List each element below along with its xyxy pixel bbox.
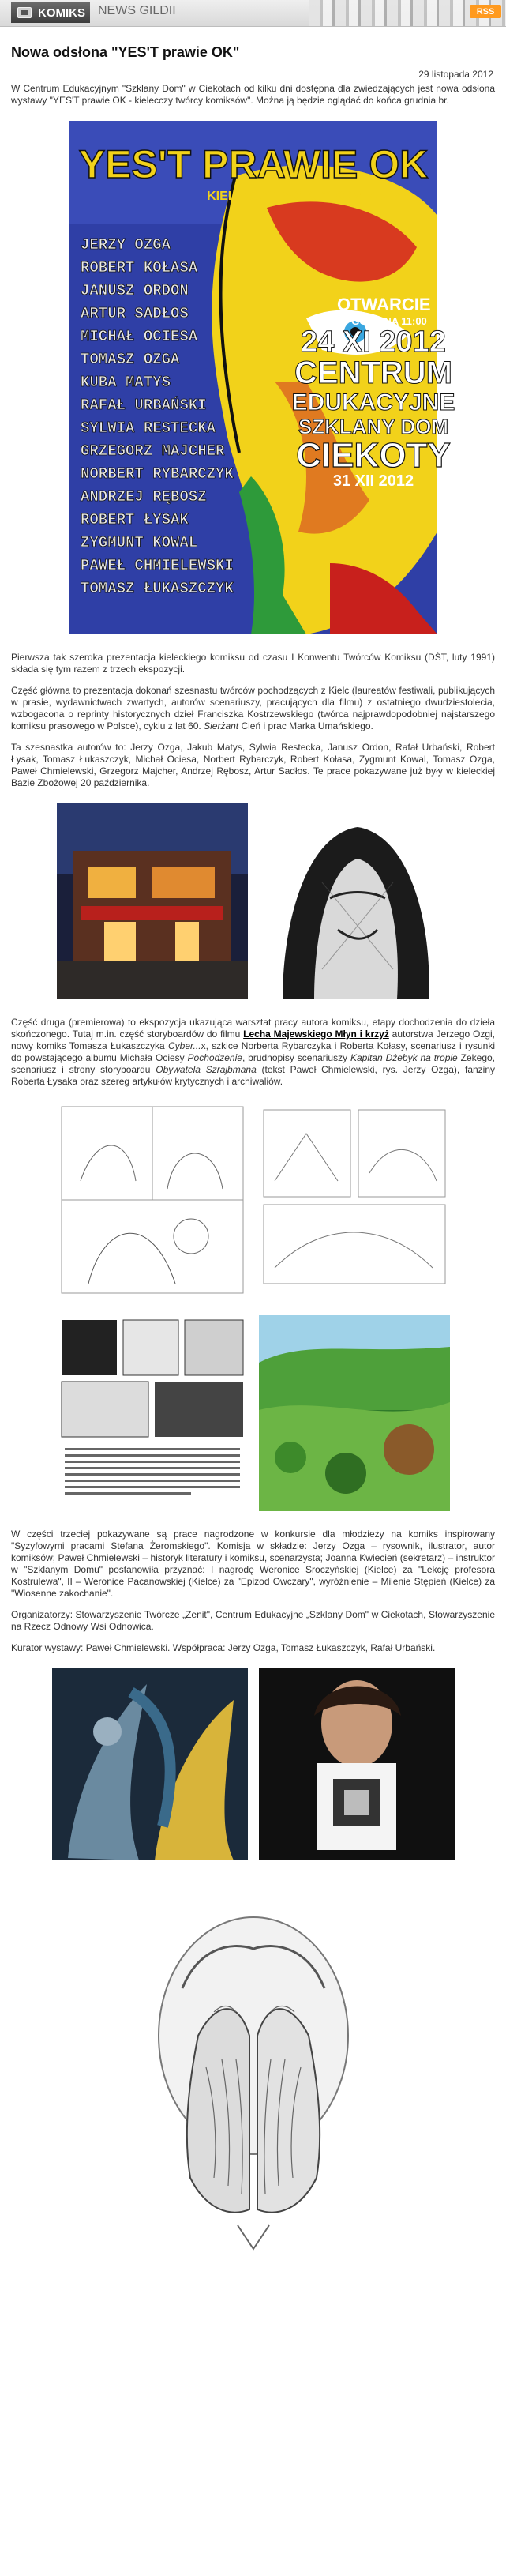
article-paragraph-5: W części trzeciej pokazywane są prace nagrodzone w konkursie dla młodzieży na komiks inspirowany "Syzyfowymi pracami Stefana Żeromskiego". Komisja w składzie: Jerzy Ozga – rysownik, ilustrator, autor komiksów; Paweł Chmielewski – historyk literatury i komiksu, scenarzysta; Joanna Kwiecień (sekretarz) – instruktor w "Szklanym Domu" postanowiła przyznać: I nagrodę Weronice Sroczyńskiej (Kielce) za "Lekcję profesora Kostrulewa", II – Weronice Pacanowskiej (Kielce) za "Epizod Owczary", wyróżnienie – Milenie Stępień (Kielce) za "Wiosenne zakochanie".	[11, 1529, 495, 1599]
poster-author-name: KUBA MATYS	[80, 374, 171, 391]
comic-page-with-text[interactable]	[57, 1315, 248, 1511]
poster-closing-date: 31 XII 2012	[332, 472, 414, 490]
article-paragraph-3: Ta szesnastka autorów to: Jerzy Ozga, Jakub Matys, Sylwia Restecka, Janusz Ordon, Rafał Urbański, Robert Łysak, Tomasz Łukaszczyk, Michał Ociesa, Norbert Rybarczyk, Robert Kołasa, Zygmunt Kowal, Tomasz Ozga, Paweł Chmielewski, Grzegorz Majcher, Andrzej Rębosz, Artur Sadłos. Te prace pokazywane już były w kieleckiej Bazie Zbożowej 20 października.	[11, 742, 495, 788]
storyboard-sketch-1[interactable]	[57, 1102, 248, 1298]
poster-author-name: RAFAŁ URBAŃSKI	[80, 397, 207, 414]
drawing-hooded-figure[interactable]	[259, 803, 450, 999]
image-row-2	[11, 1102, 495, 1298]
photo-exhibition-building[interactable]	[57, 803, 248, 999]
poster-subtitle: KIELECCY TWÓRCY KOMIKSÓW	[206, 190, 406, 203]
image-row-4	[11, 1668, 495, 1860]
article-content	[0, 44, 506, 2249]
poster-author-name: TOMASZ ŁUKASZCZYK	[80, 580, 234, 597]
image-row-1	[11, 803, 495, 999]
tab-komiks[interactable]	[11, 2, 90, 23]
poster-author-name: JANUSZ ORDON	[80, 282, 189, 299]
article-intro: W Centrum Edukacyjnym "Szklany Dom" w Ciekotach od kilku dni dostępna dla zwiedzających jest nowa odsłona wystawy "YES'T prawie OK - kielecczy twórcy komiksów". Można ją będzie oglądać do końca grudnia br.	[11, 83, 495, 106]
article-paragraph-1: Pierwsza tak szeroka prezentacja kieleckiego komiksu od czasu I Konwentu Twórców Komiksu (DŚT, luty 1991) składa się tym razem z trzech ekspozycji.	[11, 652, 495, 675]
poster-author-name: ARTUR SADŁOS	[80, 305, 189, 322]
comics-icon	[17, 7, 32, 18]
poster-author-name: SYLWIA RESTECKA	[80, 419, 216, 437]
poster-title: YES'T PRAWIE OK	[78, 142, 428, 186]
article-paragraph-2: Część główna to prezentacja dokonań szesnastu twórców pochodzących z Kielc (laureatów festiwali, publikujących w prasie, wydawnictwach zwartych, autorów scenariuszy, pracujących dla filmu) z ostatniego dwudziestolecia, wzbogacona o reprinty historycznych dzieł Franciszka Kostrzewskiego (twórca najprawdopodobniej najstarszego komiksu prasowego w Polsce), cyklu z lat 60. Sierżant Cień i prac Marka Umańskiego.	[11, 685, 495, 731]
article-title: Nowa odsłona "YES'T prawie OK"	[11, 44, 240, 60]
film-link[interactable]: Lecha Majewskiego Młyn i krzyż	[243, 1029, 389, 1040]
article-curator: Kurator wystawy: Paweł Chmielewski. Współpraca: Jerzy Ozga, Tomasz Łukaszczyk, Rafał Urbański.	[11, 1642, 436, 1653]
poster-venue-3: SZKLANY DOM	[298, 415, 448, 438]
top-navigation-bar	[0, 0, 506, 27]
poster-hour: GODZINA 11:00	[350, 315, 427, 327]
poster-author-name: JERZY OZGA	[80, 236, 171, 254]
storyboard-sketch-2[interactable]	[259, 1102, 450, 1298]
poster-author-name: ZYGMUNT KOWAL	[80, 534, 197, 551]
tab-komiks-label: KOMIKS	[38, 6, 85, 20]
poster-venue-1: CENTRUM	[294, 355, 452, 390]
tab-news-gildii[interactable]: NEWS GILDII	[98, 4, 176, 17]
article-date: 29 listopada 2012	[418, 69, 493, 80]
article-paragraph-4: Część druga (premierowa) to ekspozycja ukazująca warsztat pracy autora komiksu, etapy dochodzenia do dzieła skończonego. Tutaj m.in. część storyboardów do filmu Lecha Majewskiego Młyn i krzyż autorstwa Jerzego Ozgi, nowy komiks Tomasza Łukaszczyka Cyber...x, szkice Norberta Rybarczyka i Roberta Kołasy, scenariusz i rysunki do powstającego albumu Michała Ociesy Pochodzenie, brudnopisy scenariuszy Kapitan Dżebyk na tropie Zekego, scenariusz i strony storyboardu Obywatela Szrajbmana (tekst Paweł Chmielewski, rys. Jerzy Ozga), fanziny Roberta Łysaka oraz szereg artykułów krytycznych i archiwaliów.	[11, 1017, 496, 1087]
photo-person-with-artwork[interactable]	[259, 1668, 455, 1860]
poster-author-name: MICHAŁ OCIESA	[80, 328, 197, 345]
poster-author-name: ROBERT KOŁASA	[80, 259, 197, 276]
poster-author-name: GRZEGORZ MAJCHER	[80, 442, 224, 460]
poster-author-name: TOMASZ OZGA	[80, 351, 179, 368]
poster-author-name: PAWEŁ CHMIELEWSKI	[80, 557, 234, 574]
poster-date: 24 XI 2012	[300, 325, 446, 359]
painting-abstract-figures[interactable]	[52, 1668, 248, 1860]
article-organizers: Organizatorzy: Stowarzyszenie Twórcze „Zenit", Centrum Edukacyjne „Szklany Dom" w Ciekotach, Stowarzyszenie na Rzecz Odnowy Wsi Odnowica.	[11, 1609, 495, 1632]
poster-venue-2: EDUKACYJNE	[291, 389, 455, 416]
poster-opening: OTWARCIE :	[336, 295, 441, 314]
poster-author-name: ANDRZEJ RĘBOSZ	[80, 488, 207, 506]
poster-venue-4: CIEKOTY	[295, 436, 451, 475]
poster-author-name: ROBERT ŁYSAK	[80, 511, 189, 528]
exhibition-poster	[69, 121, 455, 634]
poster-author-name: NORBERT RYBARCZYK	[80, 465, 234, 483]
rss-button[interactable]: RSS	[470, 5, 501, 18]
painting-green-landscape[interactable]	[259, 1315, 450, 1511]
image-row-3	[11, 1315, 495, 1511]
drawing-hands-over-face[interactable]	[103, 1878, 403, 2249]
